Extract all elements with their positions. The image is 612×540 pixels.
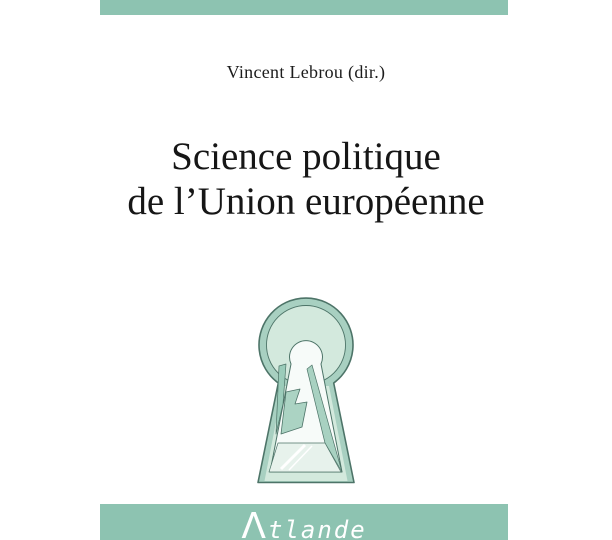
keyhole-icon bbox=[250, 294, 362, 488]
publisher-name: tlande bbox=[267, 516, 367, 540]
book-title bbox=[0, 134, 612, 224]
title-line-2: de l’Union européenne bbox=[127, 180, 485, 223]
author-line: Vincent Lebrou (dir.) bbox=[226, 62, 386, 82]
publisher-logo bbox=[241, 506, 367, 540]
bottom-color-band bbox=[100, 504, 508, 540]
keyhole-emblem bbox=[250, 294, 362, 488]
publisher-lambda-glyph: Λ bbox=[241, 506, 266, 540]
top-color-band bbox=[100, 0, 508, 15]
title-line-1: Science politique bbox=[171, 135, 441, 178]
